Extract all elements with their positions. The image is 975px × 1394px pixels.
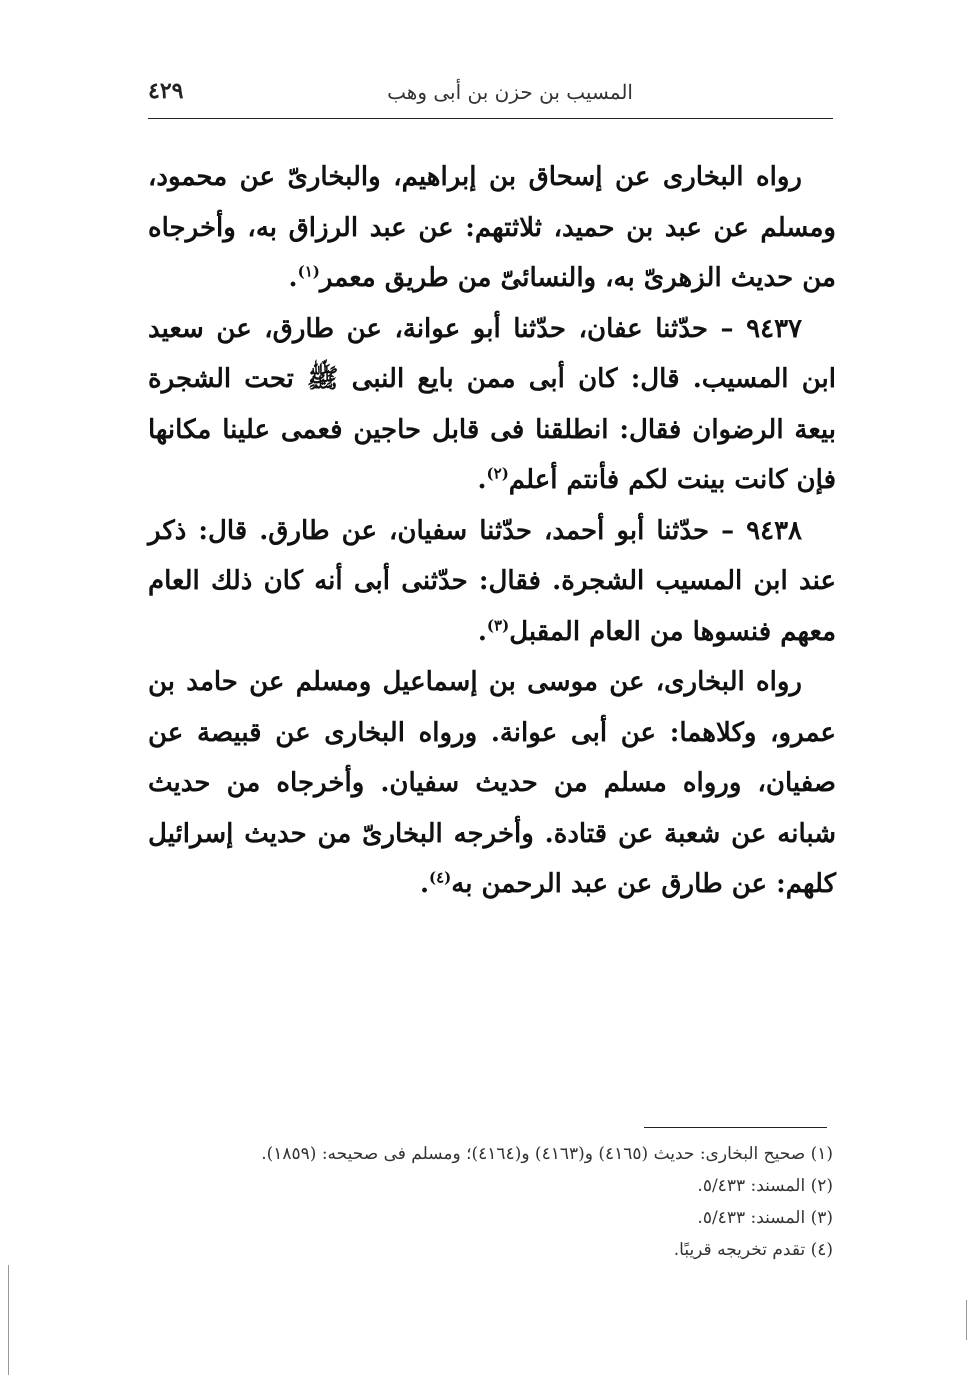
footnote-ref: (٤) [429,868,452,887]
paragraph [148,152,836,304]
footnote: (٤) تقدم تخريجه قريبًا. [673,1240,833,1260]
paragraph-text: ٩٤٣٧ – حدّثنا عفان، حدّثنا أبو عوانة، عن طارق، عن سعيد ابن المسيب. قال: كان أبى ممن بايع النبى ﷺ تحت الشجرة بيعة الرضوان فقال: انطلقنا فى قابل حاجين فعمى علينا مكانها فإن كانت بينت لكم فأنتم أعلم [148,313,836,495]
footnote-ref: (١) [297,262,320,281]
paragraph-text: رواه البخارى، عن موسى بن إسماعيل ومسلم عن حامد بن عمرو، وكلاهما: عن أبى عوانة. ورواه البخارى عن قبيصة عن صفيان، ورواه مسلم من حديث سفيان. وأخرجاه من حديث شبانه عن شعبة عن قتادة. وأخرجه البخارىّ من حديث إسرائيل كلهم: عن طارق عن عبد الرحمن به [148,667,836,899]
footnotes [148,1138,833,1266]
footnote-ref: (٢) [486,464,509,483]
footnote: (٣) المسند: ٥/٤٣٣. [697,1208,833,1228]
paragraph [148,506,836,658]
scan-edge-mark [8,1265,9,1375]
running-header [148,76,833,112]
paragraph-text: ٩٤٣٨ – حدّثنا أبو أحمد، حدّثنا سفيان، عن طارق. قال: ذكر عند ابن المسيب الشجرة. فقال: حدّثنى أبى أنه كان ذلك العام معهم فنسوها من العام المقبل [148,515,836,647]
paragraph-end: . [288,263,298,293]
footnote: (١) صحيح البخارى: حديث (٤١٦٥) و(٤١٦٣) و(٤١٦٤)؛ ومسلم فى صحيحه: (١٨٥٩). [261,1144,833,1164]
paragraph-end: . [477,616,487,647]
running-header-title: المسيب بن حزن بن أبى وهب [387,80,633,104]
footnote: (٢) المسند: ٥/٤٣٣. [697,1176,833,1196]
header-divider [148,118,833,119]
page-number: ٤٢٩ [148,78,184,104]
scan-edge-mark [966,1300,967,1340]
main-text [148,152,836,910]
paragraph-end: . [419,869,429,899]
paragraph-end: . [477,465,487,495]
footnote-divider [644,1127,827,1128]
paragraph-text: رواه البخارى عن إسحاق بن إبراهيم، والبخارىّ عن محمود، ومسلم عن عبد بن حميد، ثلاثتهم: عن عبد الرزاق به، وأخرجاه من حديث الزهرىّ به، والنسائىّ من طريق معمر [148,162,836,293]
paragraph [148,304,836,506]
paragraph [148,657,836,910]
footnote-ref: (٣) [486,615,510,634]
